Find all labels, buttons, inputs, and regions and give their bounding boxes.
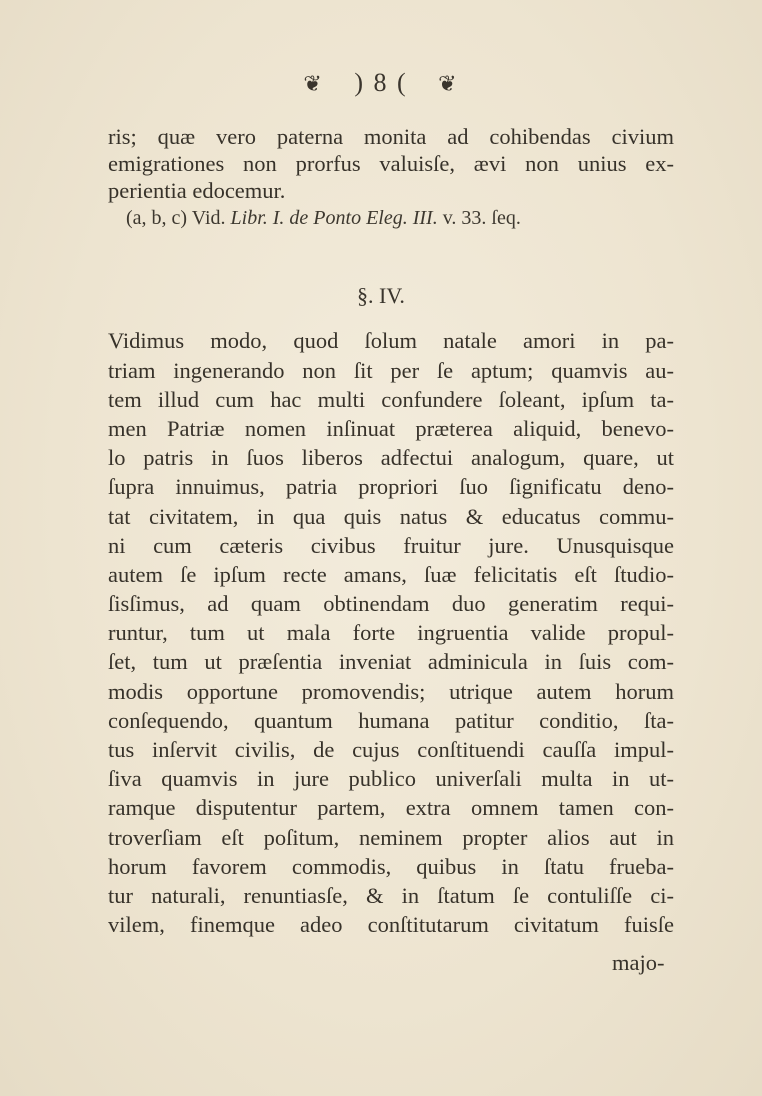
footnote-suffix: v. 33. ſeq. xyxy=(442,207,521,229)
footnote xyxy=(126,207,521,230)
body-line: ni cum cæteris civibus fruitur jure. Unusquisque xyxy=(108,533,674,558)
page-number: ) 8 ( xyxy=(354,68,408,97)
body-line: triam ingenerando non ſit per ſe aptum; quamvis au- xyxy=(108,358,674,383)
body-line: horum favorem commodis, quibus in ſtatu frueba- xyxy=(108,854,674,879)
body-line: ramque disputentur partem, extra omnem tamen con- xyxy=(108,795,674,820)
intro-line: perientia edocemur. xyxy=(108,178,286,203)
running-header xyxy=(0,68,762,98)
body-line: autem ſe ipſum recte amans, ſuæ felicitatis eſt ſtudio- xyxy=(108,562,674,587)
body-line: men Patriæ nomen inſinuat præterea aliquid, benevo- xyxy=(108,416,674,441)
body-line: troverſiam eſt poſitum, neminem propter alios aut in xyxy=(108,825,674,850)
body-line: tem illud cum hac multi confundere ſoleant, ipſum ta- xyxy=(108,387,674,412)
body-line: lo patris in ſuos liberos adfectui analogum, quare, ut xyxy=(108,445,674,470)
body-line: vilem, finemque adeo conſtitutarum civitatum fuisſe xyxy=(108,912,674,937)
catchword: majo- xyxy=(612,950,665,975)
body-line: Vidimus modo, quod ſolum natale amori in pa- xyxy=(108,328,674,353)
intro-line: emigrationes non prorfus valuisſe, ævi non unius ex- xyxy=(108,151,674,176)
body-line: ſisſimus, ad quam obtinendam duo generatim requi- xyxy=(108,591,674,616)
body-line: tur naturali, renuntiasſe, & in ſtatum ſe contuliſſe ci- xyxy=(108,883,674,908)
body-line: ſupra innuimus, patria propriori ſuo ſignificatu deno- xyxy=(108,474,674,499)
footnote-prefix: (a, b, c) Vid. xyxy=(126,207,226,229)
body-line: conſequendo, quantum humana patitur conditio, ſta- xyxy=(108,708,674,733)
body-line: tat civitatem, in qua quis natus & educatus commu- xyxy=(108,504,674,529)
body-line: runtur, tum ut mala forte ingruentia valide propul- xyxy=(108,620,674,645)
body-line: ſet, tum ut præſentia inveniat adminicula in ſuis com- xyxy=(108,649,674,674)
body-line: ſiva quamvis in jure publico univerſali multa in ut- xyxy=(108,766,674,791)
left-fleuron-icon: ❦ xyxy=(303,71,324,96)
body-line: modis opportune promovendis; utrique autem horum xyxy=(108,679,674,704)
right-fleuron-icon: ❦ xyxy=(438,71,459,96)
intro-line: ris; quæ vero paterna monita ad cohibendas civium xyxy=(108,124,674,149)
footnote-reference: Libr. I. de Ponto Eleg. III. xyxy=(230,207,438,229)
section-heading: §. IV. xyxy=(357,283,405,308)
body-line: tus inſervit civilis, de cujus conſtituendi cauſſa impul- xyxy=(108,737,674,762)
